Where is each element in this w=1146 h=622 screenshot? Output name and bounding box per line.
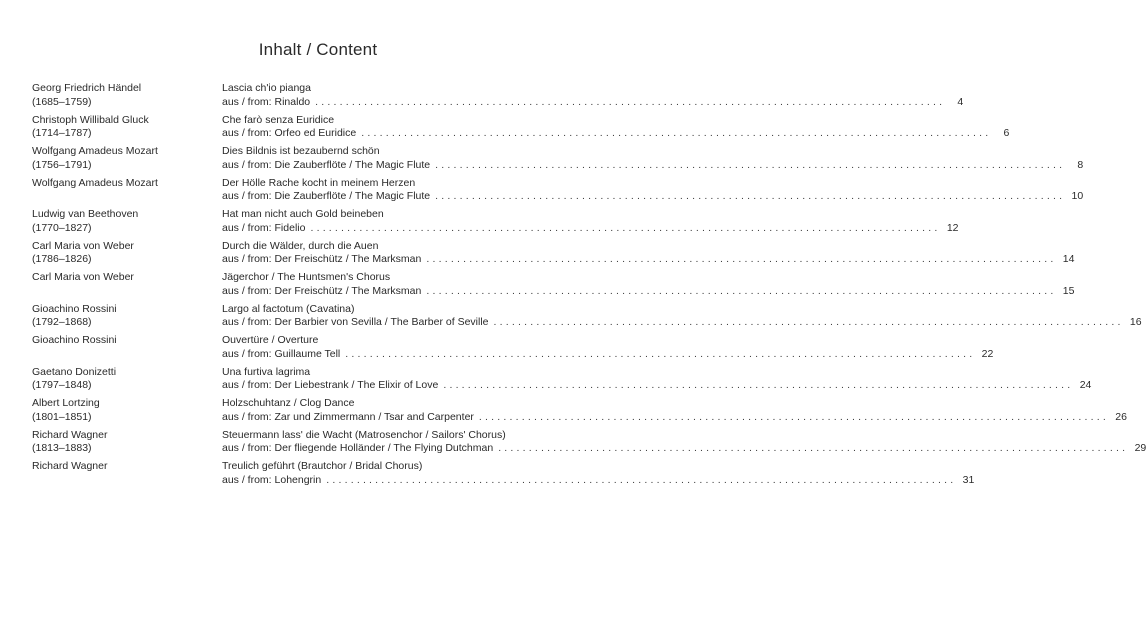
source-line [222, 474, 974, 488]
composer-name: Richard Wagner [32, 428, 108, 441]
composer-name: Gioachino Rossini [32, 302, 117, 315]
toc-entry [32, 113, 1010, 146]
source-line [222, 285, 1074, 299]
work-title: Una furtiva lagrima [222, 365, 311, 378]
work-cell [222, 82, 963, 114]
work-source: aus / from: Die Zauberflöte / The Magic Flute [222, 190, 431, 202]
work-cell [222, 303, 1142, 335]
dot-leader: ....................................................................................................... [443, 379, 1074, 391]
composer-cell [32, 271, 222, 303]
composer-name: Gioachino Rossini [32, 334, 117, 346]
composer-dates: (1685–1759) [32, 95, 92, 108]
work-title: Holzschuhtanz / Clog Dance [222, 397, 355, 409]
dot-leader: ....................................................................................................... [326, 473, 957, 486]
composer-cell [32, 460, 222, 492]
toc-entry [32, 365, 1092, 398]
composer-dates: (1801–1851) [32, 410, 92, 423]
work-title: Lascia ch'io pianga [222, 82, 311, 94]
work-cell [222, 208, 959, 240]
dot-leader: ....................................................................................................... [435, 190, 1066, 202]
dot-leader: ....................................................................................................... [315, 95, 946, 108]
composer-dates: (1797–1848) [32, 379, 92, 391]
toc-entry [32, 428, 1146, 461]
work-title: Steuermann lass' die Wacht (Matrosenchor / Sailors' Chorus) [222, 428, 506, 441]
composer-cell [32, 240, 222, 272]
dot-leader: ....................................................................................................... [310, 221, 941, 234]
source-line [222, 96, 963, 110]
work-cell [222, 334, 993, 366]
page-number: 31 [962, 473, 975, 486]
page-number: 14 [1062, 253, 1075, 265]
page-number: 8 [1077, 158, 1084, 171]
page-title: Inhalt / Content [258, 40, 378, 59]
composer-cell [32, 334, 222, 366]
composer-name: Gaetano Donizetti [32, 365, 117, 378]
dot-leader: ....................................................................................................... [345, 347, 976, 360]
composer-cell [32, 429, 222, 461]
dot-leader: ....................................................................................................... [426, 284, 1057, 297]
work-source: aus / from: Rinaldo [222, 95, 311, 108]
work-title: Dies Bildnis ist bezaubernd schön [222, 145, 380, 157]
composer-cell [32, 208, 222, 240]
toc-entry [32, 176, 1084, 209]
work-cell [222, 460, 974, 492]
composer-dates: (1786–1826) [32, 253, 92, 265]
work-source: aus / from: Fidelio [222, 221, 306, 234]
work-source: aus / from: Die Zauberflöte / The Magic Flute [222, 158, 431, 171]
composer-name: Albert Lortzing [32, 397, 100, 409]
composer-name: Wolfgang Amadeus Mozart [32, 176, 158, 189]
work-source: aus / from: Der Freischütz / The Marksman [222, 253, 422, 265]
page-number: 26 [1115, 410, 1127, 423]
work-cell [222, 429, 1146, 461]
work-title: Durch die Wälder, durch die Auen [222, 239, 379, 252]
page-number: 24 [1079, 379, 1092, 391]
composer-name: Georg Friedrich Händel [32, 82, 142, 94]
dot-leader: ....................................................................................................... [426, 253, 1057, 265]
dot-leader: ....................................................................................................... [493, 316, 1124, 328]
toc-entry [32, 145, 1084, 177]
work-source: aus / from: Der fliegende Holländer / The Flying Dutchman [222, 442, 494, 454]
composer-dates: (1770–1827) [32, 221, 92, 234]
composer-dates: (1813–1883) [32, 442, 92, 454]
page-number: 22 [981, 347, 994, 360]
composer-name: Richard Wagner [32, 460, 108, 472]
work-source: aus / from: Lohengrin [222, 473, 322, 486]
source-line [222, 379, 1091, 393]
work-cell [222, 366, 1091, 398]
page-number: 16 [1129, 316, 1142, 328]
work-title: Der Hölle Rache kocht in meinem Herzen [222, 176, 416, 189]
work-source: aus / from: Der Freischütz / The Marksman [222, 284, 422, 297]
toc-entry [32, 208, 959, 240]
toc-entry [32, 460, 975, 492]
source-line [222, 127, 1009, 141]
work-cell [222, 177, 1083, 209]
page-number: 15 [1062, 284, 1075, 297]
composer-cell [32, 397, 222, 429]
work-title: Che farò senza Euridice [222, 113, 335, 126]
composer-name: Wolfgang Amadeus Mozart [32, 145, 158, 157]
composer-dates: (1792–1868) [32, 316, 92, 328]
toc-entry [32, 334, 994, 366]
composer-cell [32, 82, 222, 114]
work-title: Jägerchor / The Huntsmen's Chorus [222, 271, 391, 283]
work-title: Hat man nicht auch Gold beineben [222, 208, 384, 220]
work-cell [222, 271, 1074, 303]
source-line [222, 159, 1083, 173]
dot-leader: ....................................................................................................... [478, 410, 1109, 423]
page-number: 29 [1134, 442, 1146, 454]
page-number: 6 [1003, 127, 1010, 139]
work-source: aus / from: Der Liebestrank / The Elixir of Love [222, 379, 439, 391]
composer-name: Carl Maria von Weber [32, 271, 134, 283]
toc-entry [32, 302, 1142, 335]
work-source: aus / from: Orfeo ed Euridice [222, 127, 357, 139]
work-cell [222, 114, 1009, 146]
work-source: aus / from: Der Barbier von Sevilla / The Barber of Seville [222, 316, 489, 328]
source-line [222, 253, 1074, 267]
composer-dates: (1714–1787) [32, 127, 92, 139]
source-line [222, 442, 1146, 456]
composer-cell [32, 145, 222, 177]
composer-cell [32, 366, 222, 398]
source-line [222, 411, 1127, 425]
dot-leader: ....................................................................................................... [435, 158, 1066, 171]
page-number: 12 [946, 221, 959, 234]
work-cell [222, 240, 1074, 272]
table-of-contents [32, 82, 1146, 492]
work-source: aus / from: Guillaume Tell [222, 347, 341, 360]
page-number: 10 [1071, 190, 1084, 202]
source-line [222, 222, 959, 236]
composer-name: Ludwig van Beethoven [32, 208, 139, 220]
source-line [222, 348, 993, 362]
toc-entry [32, 239, 1075, 272]
toc-entry [32, 397, 1127, 429]
work-source: aus / from: Zar und Zimmermann / Tsar and Carpenter [222, 410, 474, 423]
work-cell [222, 397, 1127, 429]
composer-cell [32, 114, 222, 146]
dot-leader: ....................................................................................................... [361, 127, 992, 139]
source-line [222, 190, 1083, 204]
composer-cell [32, 177, 222, 209]
source-line [222, 316, 1142, 330]
work-title: Ouvertüre / Overture [222, 334, 319, 346]
page-number: 4 [957, 95, 964, 108]
composer-cell [32, 303, 222, 335]
toc-entry [32, 82, 964, 114]
work-title: Treulich geführt (Brautchor / Bridal Chorus) [222, 460, 423, 472]
dot-leader: ....................................................................................................... [498, 442, 1129, 454]
composer-dates: (1756–1791) [32, 158, 92, 171]
work-cell [222, 145, 1083, 177]
composer-name: Christoph Willibald Gluck [32, 113, 149, 126]
work-title: Largo al factotum (Cavatina) [222, 302, 355, 315]
composer-name: Carl Maria von Weber [32, 239, 134, 252]
toc-entry [32, 271, 1075, 303]
